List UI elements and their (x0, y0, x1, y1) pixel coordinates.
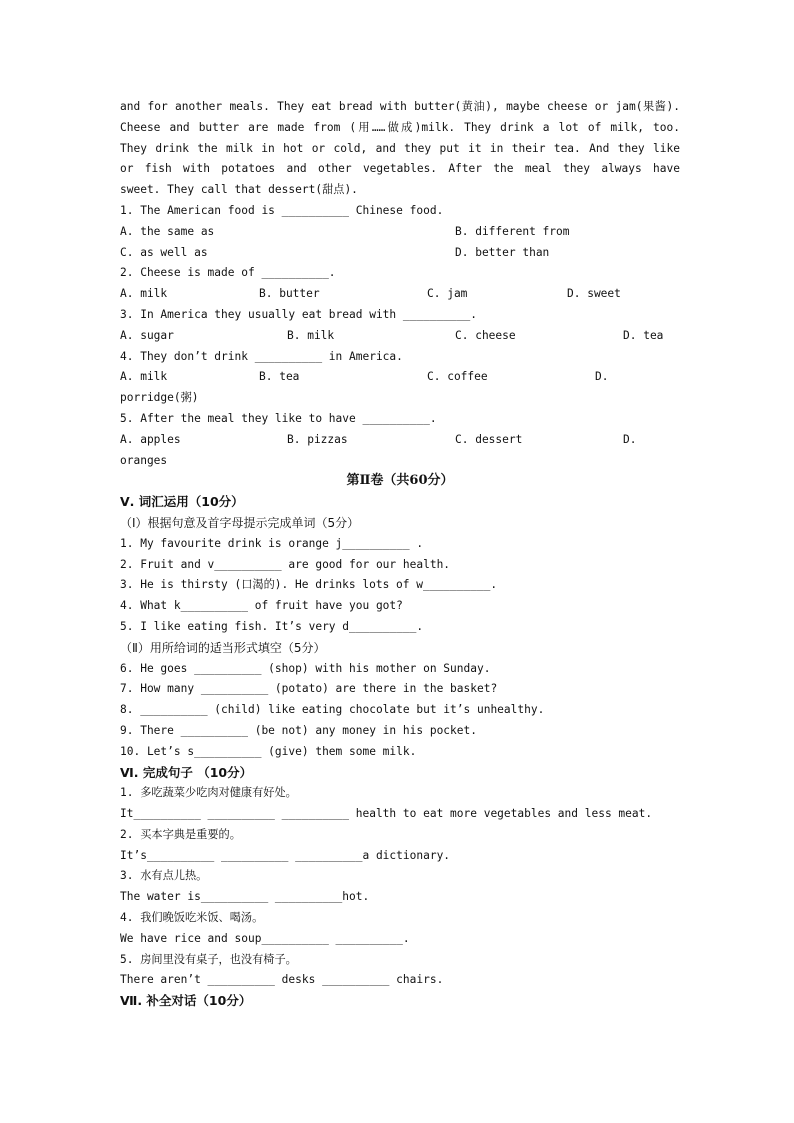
part-2-title: 第Ⅱ卷（共60分） (346, 473, 454, 489)
option-c: C. as well as (120, 245, 208, 259)
option-a: A. sugar (120, 328, 174, 342)
option-c: C. cheese (455, 328, 516, 342)
sentence-blank: We have rice and soup__________ __________. (120, 931, 410, 945)
option-b: B. different from (455, 224, 570, 238)
vocab-item: 4. What k__________ of fruit have you got? (120, 599, 403, 613)
question-3-stem: 3. In America they usually eat bread with __________. (120, 307, 477, 321)
document-content (120, 97, 680, 1012)
option-d-continued: porridge(粥) (120, 391, 199, 405)
option-d: D. better than (455, 245, 550, 259)
passage-line: and for another meals. They eat bread with butter(黄油), maybe cheese or jam(果酱). (120, 100, 680, 113)
word-form-item: 8. __________ (child) like eating chocolate but it’s unhealthy. (120, 703, 545, 717)
sentence-prompt: 2. 买本字典是重要的。 (120, 827, 241, 841)
option-c: C. dessert (455, 432, 523, 446)
option-a: A. milk (120, 370, 168, 384)
question-5-options (120, 430, 680, 451)
option-a: A. apples (120, 432, 181, 446)
option-d: D. (623, 432, 637, 446)
question-2-options (120, 284, 680, 305)
section-5-subtitle-2: （Ⅱ）用所给词的适当形式填空（5分） (120, 640, 326, 655)
sentence-blank: There aren’t __________ desks __________ chairs. (120, 973, 444, 987)
word-form-item: 6. He goes __________ (shop) with his mother on Sunday. (120, 661, 491, 675)
question-2-stem: 2. Cheese is made of __________. (120, 266, 336, 280)
section-5-subtitle-1: （Ⅰ）根据句意及首字母提示完成单词（5分） (120, 515, 360, 530)
option-a: A. the same as (120, 224, 215, 238)
option-c: C. coffee (427, 370, 488, 384)
vocab-item: 2. Fruit and v__________ are good for our health. (120, 557, 451, 571)
option-b: B. butter (259, 287, 320, 301)
sentence-prompt: 3. 水有点儿热。 (120, 869, 208, 883)
passage-line: or fish with potatoes and other vegetables. After the meal they always have (120, 162, 680, 176)
option-d: D. sweet (567, 287, 621, 301)
sentence-blank: It’s__________ __________ __________a dictionary. (120, 848, 451, 862)
option-a: A. milk (120, 287, 168, 301)
section-5-title: Ⅴ. 词汇运用（10分） (120, 494, 244, 510)
sentence-prompt: 4. 我们晚饭吃米饭、喝汤。 (120, 911, 264, 925)
passage-line: They drink the milk in hot or cold, and they put it in their tea. And they like (120, 141, 680, 155)
option-d-continued: oranges (120, 453, 168, 467)
question-3-options (120, 326, 680, 347)
passage-line: Cheese and butter are made from (用……做成)milk. They drink a lot of milk, too. (120, 120, 680, 134)
option-d: D. (595, 370, 609, 384)
question-4-stem: 4. They don’t drink __________ in America. (120, 349, 403, 363)
question-5-stem: 5. After the meal they like to have __________. (120, 411, 437, 425)
option-c: C. jam (427, 287, 468, 301)
option-b: B. tea (259, 370, 300, 384)
vocab-item: 5. I like eating fish. It’s very d__________. (120, 619, 424, 633)
word-form-item: 10. Let’s s__________ (give) them some milk. (120, 744, 417, 758)
question-1-options-row-2 (120, 243, 680, 264)
section-6-title: Ⅵ. 完成句子 （10分） (120, 764, 253, 780)
option-b: B. pizzas (287, 432, 348, 446)
sentence-blank: The water is__________ __________hot. (120, 890, 370, 904)
question-1-options-row-1 (120, 222, 680, 243)
word-form-item: 7. How many __________ (potato) are there in the basket? (120, 682, 498, 696)
question-4-options (120, 367, 680, 388)
section-7-title: Ⅶ. 补全对话（10分） (120, 993, 252, 1009)
option-b: B. milk (287, 328, 335, 342)
word-form-item: 9. There __________ (be not) any money in his pocket. (120, 723, 477, 737)
sentence-prompt: 1. 多吃蔬菜少吃肉对健康有好处。 (120, 786, 297, 800)
question-1-stem: 1. The American food is __________ Chinese food. (120, 203, 444, 217)
passage-line: sweet. They call that dessert(甜点). (120, 183, 358, 197)
option-d: D. tea (623, 328, 664, 342)
vocab-item: 3. He is thirsty (口渴的). He drinks lots of w__________. (120, 578, 498, 592)
sentence-prompt: 5. 房间里没有桌子，也没有椅子。 (120, 952, 297, 966)
vocab-item: 1. My favourite drink is orange j__________ . (120, 536, 424, 550)
sentence-blank: It__________ __________ __________ health to eat more vegetables and less meat. (120, 807, 653, 821)
